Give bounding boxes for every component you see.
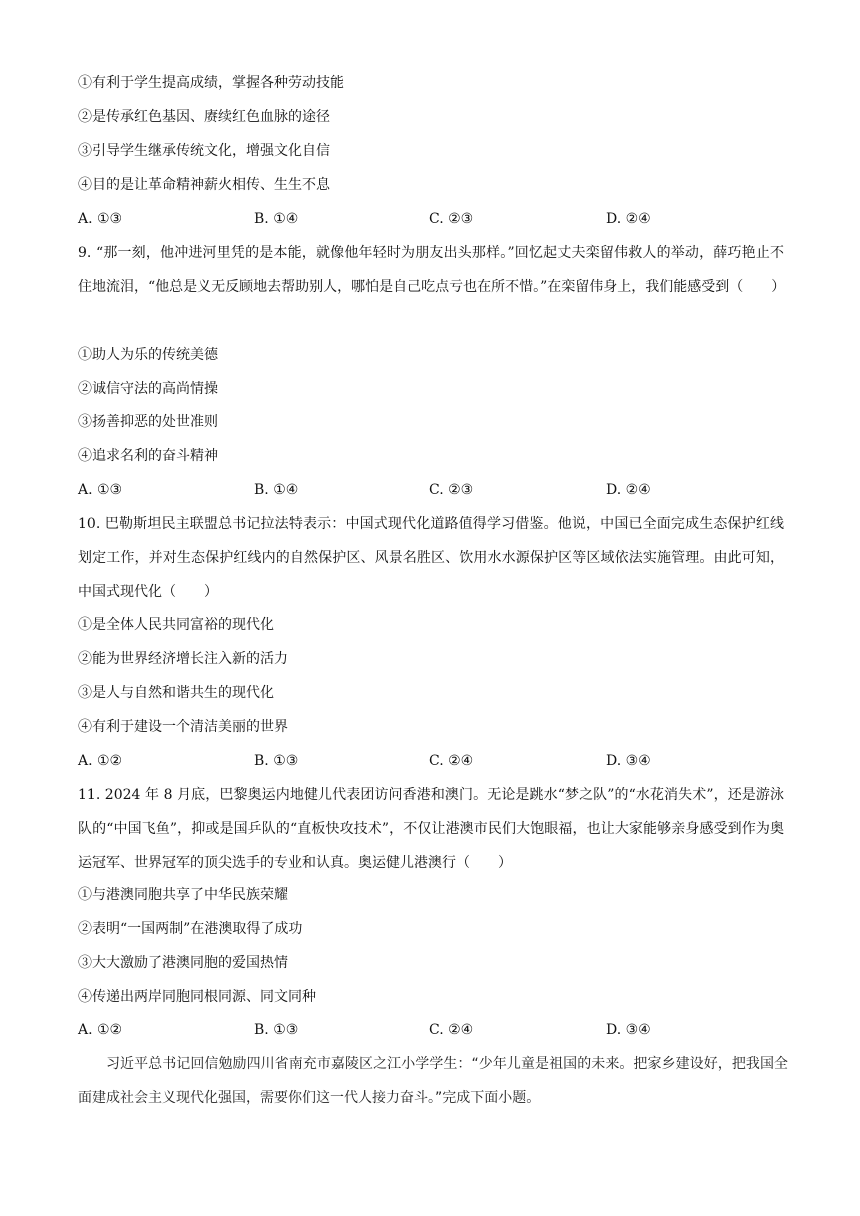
- q10-options: [78, 751, 798, 771]
- q11-statement-4: ④传递出两岸同胞同根同源、同文同种: [78, 989, 316, 1005]
- q8-statement-4: ④目的是让革命精神薪火相传、生生不息: [78, 177, 330, 193]
- q9-statement-1: ①助人为乐的传统美德: [78, 347, 218, 363]
- q10-option-d[interactable]: D. ③④: [606, 753, 651, 769]
- q11-option-b[interactable]: B. ①③: [254, 1022, 299, 1038]
- q8-option-d[interactable]: D. ②④: [606, 211, 651, 227]
- q10-statement-3: ③是人与自然和谐共生的现代化: [78, 685, 274, 701]
- q10-stem: 10. 巴勒斯坦民主联盟总书记拉法特表示：中国式现代化道路值得学习借鉴。他说，中国已全面完成生态保护红线划定工作，并对生态保护红线内的自然保护区、风景名胜区、饮用水水源保护区等区域依法实施管理。由此可知，中国式现代化（ ）: [78, 516, 784, 600]
- q9-option-b[interactable]: B. ①④: [254, 482, 299, 498]
- q11-statement-2: ②表明“一国两制”在港澳取得了成功: [78, 921, 303, 937]
- q9-statement-2: ②诚信守法的高尚情操: [78, 381, 218, 397]
- q11-option-a[interactable]: A. ①②: [78, 1022, 123, 1038]
- q9-option-d[interactable]: D. ②④: [606, 482, 651, 498]
- q8-option-c[interactable]: C. ②③: [429, 211, 474, 227]
- q9-statement-3: ③扬善抑恶的处世准则: [78, 414, 218, 430]
- q8-statement-1: ①有利于学生提高成绩，掌握各种劳动技能: [78, 75, 344, 91]
- q8-statement-3: ③引导学生继承传统文化，增强文化自信: [78, 143, 330, 159]
- q10-statement-2: ②能为世界经济增长注入新的活力: [78, 651, 288, 667]
- q9-options: [78, 480, 798, 500]
- q9-statement-4: ④追求名利的奋斗精神: [78, 448, 218, 464]
- q11-option-c[interactable]: C. ②④: [429, 1022, 474, 1038]
- q10-option-b[interactable]: B. ①③: [254, 753, 299, 769]
- q10-option-a[interactable]: A. ①②: [78, 753, 123, 769]
- q10-statement-4: ④有利于建设一个清洁美丽的世界: [78, 719, 288, 735]
- q11-statement-1: ①与港澳同胞共享了中华民族荣耀: [78, 887, 288, 903]
- q11-stem: 11. 2024 年 8 月底，巴黎奥运内地健儿代表团访问香港和澳门。无论是跳水“梦之队”的“水花消失术”，还是游泳队的“中国飞鱼”，抑或是国乒队的“直板快攻技术”，不仅让港澳市民们大饱眼福，也让大家能够亲身感受到作为奥运冠军、世界冠军的顶尖选手的专业和认真。奥运健儿港澳行（ ）: [78, 787, 784, 871]
- q9-option-a[interactable]: A. ①③: [78, 482, 123, 498]
- q11-option-d[interactable]: D. ③④: [606, 1022, 651, 1038]
- q8-option-a[interactable]: A. ①③: [78, 211, 123, 227]
- q10-option-c[interactable]: C. ②④: [429, 753, 474, 769]
- q8-options: [78, 209, 798, 229]
- q10-statement-1: ①是全体人民共同富裕的现代化: [78, 617, 274, 633]
- q11-options: [78, 1020, 798, 1040]
- q9-stem: 9. “那一刻，他冲进河里凭的是本能，就像他年轻时为朋友出头那样。”回忆起丈夫栾留伟救人的举动，薛巧艳止不住地流泪，“他总是义无反顾地去帮助别人，哪怕是自己吃点亏也在所不惜。”在栾留伟身上，我们能感受到（ ）: [78, 245, 786, 295]
- q11-statement-3: ③大大激励了港澳同胞的爱国热情: [78, 955, 288, 971]
- material-paragraph: 习近平总书记回信勉励四川省南充市嘉陵区之江小学学生：“少年儿童是祖国的未来。把家乡建设好，把我国全面建成社会主义现代化强国，需要你们这一代人接力奋斗。”完成下面小题。: [78, 1056, 788, 1106]
- q8-option-b[interactable]: B. ①④: [254, 211, 299, 227]
- q8-statement-2: ②是传承红色基因、赓续红色血脉的途径: [78, 109, 330, 125]
- q9-option-c[interactable]: C. ②③: [429, 482, 474, 498]
